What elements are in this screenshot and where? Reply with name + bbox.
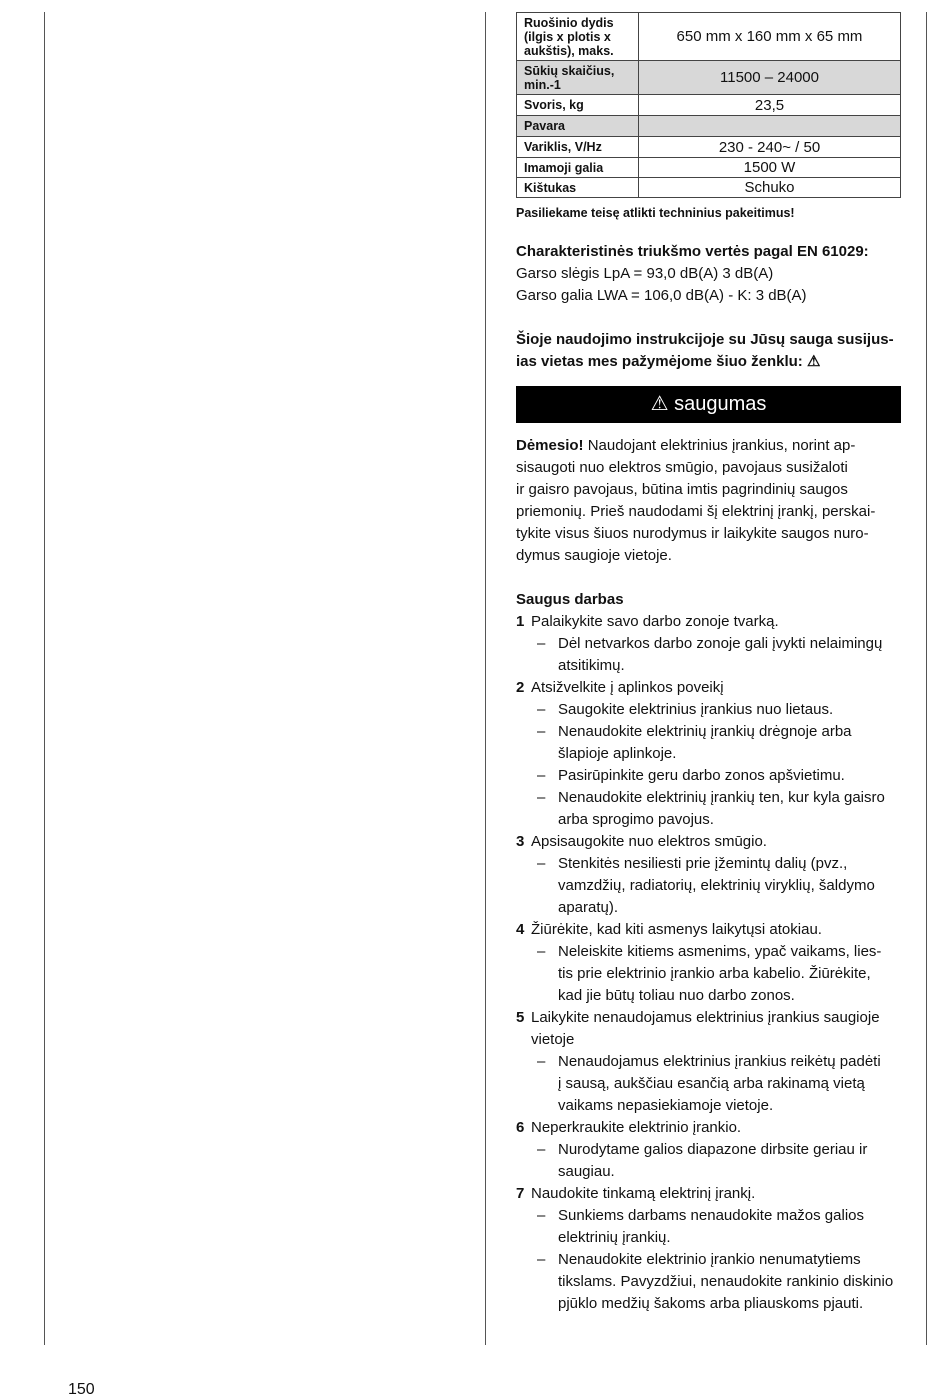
attention-line: sisaugoti nuo elektros smūgio, pavojaus susižaloti <box>516 459 848 476</box>
dash-bullet <box>537 809 552 831</box>
sub-item <box>516 787 901 809</box>
safety-intro-text: ias vietas mes pažymėjome šiuo ženklu: <box>516 353 803 370</box>
list-number: 2 <box>516 679 525 696</box>
sub-item <box>516 1249 901 1271</box>
sub-text: tikslams. Pavyzdžiui, nenaudokite rankinio diskinio <box>558 1273 894 1290</box>
sub-item <box>516 633 901 655</box>
spec-label: Variklis, V/Hz <box>517 137 639 158</box>
sub-text: Nenaudokite elektrinių įrankių ten, kur kyla gaisro <box>558 789 885 806</box>
safety-intro-line: Šioje naudojimo instrukcijoje su Jūsų sauga susijus- <box>516 331 894 348</box>
content-column <box>516 12 901 1315</box>
list-number: 1 <box>516 613 525 630</box>
warning-icon: ⚠ <box>650 393 669 415</box>
dash-bullet <box>537 655 552 677</box>
sub-text: šlapioje aplinkoje. <box>558 745 677 762</box>
column-divider-line <box>485 12 486 1345</box>
dash-bullet: – <box>537 1251 546 1268</box>
dash-bullet: – <box>537 1053 546 1070</box>
page-number: 150 <box>68 1381 95 1398</box>
sub-text: Nenaudojamus elektrinius įrankius reikėtų padėti <box>558 1053 881 1070</box>
sub-item <box>516 1293 901 1315</box>
dash-bullet: – <box>537 767 546 784</box>
sub-text: arba sprogimo pavojus. <box>558 811 714 828</box>
list-text: vietoje <box>531 1031 575 1048</box>
sub-item <box>516 699 901 721</box>
dash-bullet: – <box>537 1207 546 1224</box>
list-item <box>516 1029 901 1051</box>
spec-row <box>517 178 901 198</box>
right-margin-line <box>926 12 927 1345</box>
warning-icon: ⚠ <box>806 353 821 370</box>
sub-item <box>516 809 901 831</box>
sub-text: saugiau. <box>558 1163 615 1180</box>
sub-item <box>516 1271 901 1293</box>
attention-text: Naudojant elektrinius įrankius, norint ap- <box>583 437 856 454</box>
list-number: 4 <box>516 921 525 938</box>
sub-text: Stenkitės nesiliesti prie įžemintų dalių (pvz., <box>558 855 848 872</box>
dash-bullet: – <box>537 789 546 806</box>
dash-bullet <box>537 1095 552 1117</box>
list-number <box>516 1029 531 1051</box>
dash-bullet <box>537 985 552 1007</box>
sub-item <box>516 941 901 963</box>
spec-row <box>517 13 901 61</box>
list-item <box>516 611 901 633</box>
sub-item <box>516 1139 901 1161</box>
spec-value: 1500 W <box>639 158 901 178</box>
sub-text: pjūklo medžių šakoms arba pliauskoms pjauti. <box>558 1295 864 1312</box>
spec-row <box>517 61 901 95</box>
list-text: Laikykite nenaudojamus elektrinius įrankius saugioje <box>531 1009 880 1026</box>
spec-row <box>517 116 901 137</box>
noise-section <box>516 241 901 307</box>
sub-item <box>516 853 901 875</box>
spec-row <box>517 158 901 178</box>
spec-label: Imamoji galia <box>517 158 639 178</box>
left-margin-line <box>44 12 45 1345</box>
attention-line <box>516 435 901 457</box>
dash-bullet: – <box>537 701 546 718</box>
spec-value <box>639 116 901 137</box>
dash-bullet: – <box>537 635 546 652</box>
spec-value: 230 - 240~ / 50 <box>639 137 901 158</box>
list-text: Palaikykite savo darbo zonoje tvarką. <box>531 613 779 630</box>
dash-bullet <box>537 897 552 919</box>
spec-value: 23,5 <box>639 95 901 116</box>
attention-lead: Dėmesio! <box>516 437 584 454</box>
attention-line: ir gaisro pavojaus, būtina imtis pagrindinių saugos <box>516 481 848 498</box>
attention-line: tykite visus šiuos nurodymus ir laikykite saugos nuro- <box>516 525 869 542</box>
list-text: Žiūrėkite, kad kiti asmenys laikytųsi atokiau. <box>531 921 822 938</box>
sub-item <box>516 721 901 743</box>
noise-heading: Charakteristinės triukšmo vertės pagal EN 61029: <box>516 243 869 260</box>
sub-item <box>516 875 901 897</box>
safe-work-section <box>516 589 901 1315</box>
sub-text: vamzdžių, radiatorių, elektrinių viryklių, šaldymo <box>558 877 875 894</box>
list-item <box>516 1007 901 1029</box>
list-text: Atsižvelkite į aplinkos poveikį <box>531 679 724 696</box>
list-item <box>516 1117 901 1139</box>
safe-work-heading: Saugus darbas <box>516 591 624 608</box>
sub-text: Nenaudokite elektrinių įrankių drėgnoje arba <box>558 723 852 740</box>
list-item <box>516 919 901 941</box>
sub-item <box>516 1051 901 1073</box>
banner-label: saugumas <box>674 393 767 415</box>
spec-label: Svoris, kg <box>517 95 639 116</box>
sub-item <box>516 655 901 677</box>
safety-intro-line <box>516 351 901 373</box>
sub-text: Nurodytame galios diapazone dirbsite geriau ir <box>558 1141 868 1158</box>
safety-intro <box>516 329 901 373</box>
spec-row <box>517 95 901 116</box>
sub-text: aparatų). <box>558 899 619 916</box>
dash-bullet: – <box>537 723 546 740</box>
dash-bullet <box>537 963 552 985</box>
sub-item <box>516 963 901 985</box>
list-number: 5 <box>516 1009 525 1026</box>
attention-paragraph <box>516 435 901 567</box>
spec-label: Sūkių skaičius, min.-1 <box>517 61 639 95</box>
noise-power: Garso galia LWA = 106,0 dB(A) - K: 3 dB(A) <box>516 287 807 304</box>
dash-bullet <box>537 1073 552 1095</box>
list-text: Naudokite tinkamą elektrinį įrankį. <box>531 1185 756 1202</box>
dash-bullet <box>537 1271 552 1293</box>
noise-pressure: Garso slėgis LpA = 93,0 dB(A) 3 dB(A) <box>516 265 774 282</box>
safety-banner <box>516 386 901 423</box>
dash-bullet <box>537 1227 552 1249</box>
technical-changes-note: Pasiliekame teisę atlikti techninius pakeitimus! <box>516 206 795 220</box>
list-text: Neperkraukite elektrinio įrankio. <box>531 1119 742 1136</box>
sub-item <box>516 1205 901 1227</box>
dash-bullet <box>537 875 552 897</box>
dash-bullet: – <box>537 943 546 960</box>
sub-item <box>516 1227 901 1249</box>
attention-line: priemonių. Prieš naudodami šį elektrinį įrankį, perskai- <box>516 503 876 520</box>
dash-bullet <box>537 1161 552 1183</box>
list-text: Apsisaugokite nuo elektros smūgio. <box>531 833 767 850</box>
sub-text: vaikams nepasiekiamoje vietoje. <box>558 1097 774 1114</box>
sub-text: į sausą, aukščiau esančią arba rakinamą vietą <box>558 1075 865 1092</box>
sub-text: Sunkiems darbams nenaudokite mažos galios <box>558 1207 864 1224</box>
spec-table <box>516 12 901 198</box>
list-number: 6 <box>516 1119 525 1136</box>
rules-list <box>516 611 901 1315</box>
sub-text: Dėl netvarkos darbo zonoje gali įvykti nelaimingų <box>558 635 883 652</box>
sub-item <box>516 1161 901 1183</box>
sub-text: atsitikimų. <box>558 657 625 674</box>
spec-label: Kištukas <box>517 178 639 198</box>
list-item <box>516 831 901 853</box>
sub-text: kad jie būtų toliau nuo darbo zonos. <box>558 987 795 1004</box>
list-item <box>516 1183 901 1205</box>
dash-bullet: – <box>537 855 546 872</box>
spec-label: Pavara <box>517 116 639 137</box>
sub-text: elektrinių įrankių. <box>558 1229 671 1246</box>
sub-item <box>516 765 901 787</box>
sub-text: Saugokite elektrinius įrankius nuo lietaus. <box>558 701 834 718</box>
sub-item <box>516 1095 901 1117</box>
list-number: 7 <box>516 1185 525 1202</box>
sub-text: tis prie elektrinio įrankio arba kabelio. Žiūrėkite, <box>558 965 871 982</box>
attention-line: dymus saugioje vietoje. <box>516 547 672 564</box>
sub-item <box>516 1073 901 1095</box>
list-number: 3 <box>516 833 525 850</box>
sub-text: Nenaudokite elektrinio įrankio nenumatytiems <box>558 1251 861 1268</box>
spec-value: Schuko <box>639 178 901 198</box>
sub-item <box>516 985 901 1007</box>
spec-value: 11500 – 24000 <box>639 61 901 95</box>
sub-text: Neleiskite kitiems asmenims, ypač vaikams, lies- <box>558 943 882 960</box>
dash-bullet: – <box>537 1141 546 1158</box>
spec-label: Ruošinio dydis (ilgis x plotis x aukštis), maks. <box>517 13 639 61</box>
dash-bullet <box>537 743 552 765</box>
sub-item <box>516 897 901 919</box>
spec-value: 650 mm x 160 mm x 65 mm <box>639 13 901 61</box>
sub-item <box>516 743 901 765</box>
list-item <box>516 677 901 699</box>
sub-text: Pasirūpinkite geru darbo zonos apšvietimu. <box>558 767 845 784</box>
spec-row <box>517 137 901 158</box>
dash-bullet <box>537 1293 552 1315</box>
